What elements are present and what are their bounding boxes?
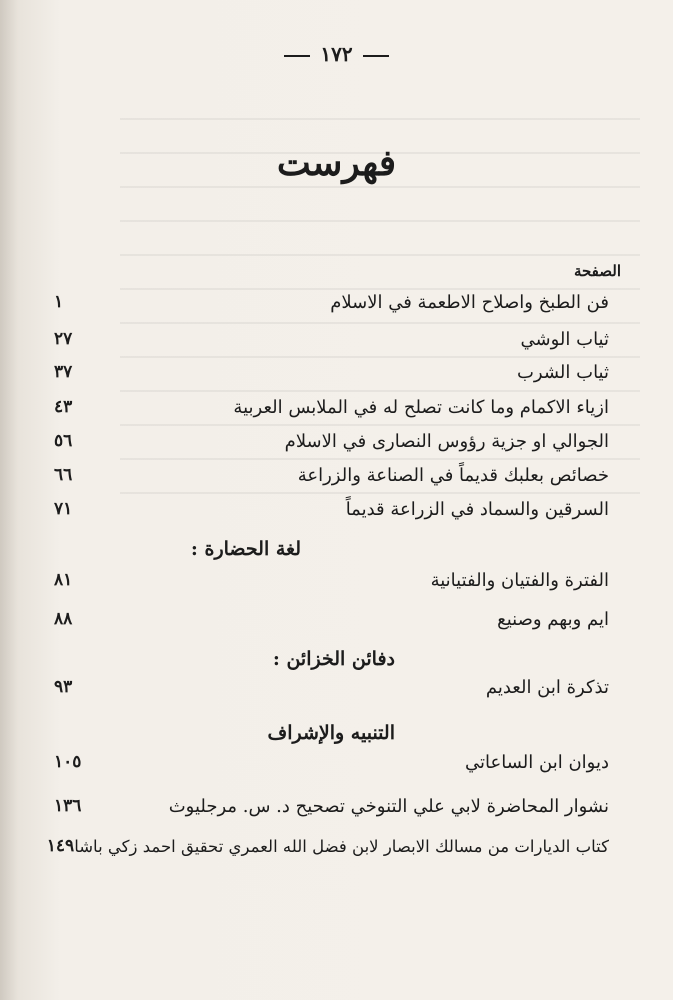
dash-left <box>284 55 310 57</box>
toc-entry <box>54 426 609 456</box>
entry-label: ايم وبهم وصنيع <box>497 608 609 630</box>
toc-entry <box>54 791 609 821</box>
section-heading: التنبيه والإشراف <box>267 722 395 744</box>
toc-entry <box>54 672 609 702</box>
entry-page: ٣٧ <box>54 362 73 382</box>
column-header-page: الصفحة <box>573 262 621 280</box>
entry-page: ١ <box>54 292 64 312</box>
toc-entry <box>54 565 609 595</box>
toc-entry <box>46 831 609 861</box>
entry-label: ثياب الوشي <box>520 328 609 350</box>
entry-page: ٦٦ <box>54 465 73 485</box>
entry-page: ٧١ <box>54 499 73 519</box>
page-number-text: ١٧٢ <box>320 42 353 66</box>
entry-label: ديوان ابن الساعاتي <box>465 751 609 773</box>
section-heading: دفائن الخزائن : <box>272 648 395 670</box>
page-title: فهرست <box>276 142 397 184</box>
entry-label: خصائص بعلبك قديماً في الصناعة والزراعة <box>297 464 609 486</box>
dash-right <box>363 55 389 57</box>
toc-entry <box>54 392 609 422</box>
entry-label: كتاب الديارات من مسالك الابصار لابن فضل الله العمري تحقيق احمد زكي باشا <box>74 836 609 856</box>
toc-entry <box>54 747 609 777</box>
entry-page: ٨١ <box>54 570 73 590</box>
toc-entry <box>54 287 609 317</box>
toc-entry <box>54 460 609 490</box>
section-heading: لغة الحضارة : <box>190 538 301 560</box>
toc-entry <box>54 324 609 354</box>
entry-label: السرقين والسماد في الزراعة قديماً <box>345 498 609 520</box>
entry-page: ٨٨ <box>54 609 73 629</box>
entry-page: ٥٦ <box>54 431 73 451</box>
entry-label: ازياء الاكمام وما كانت تصلح له في الملابس العربية <box>233 396 609 418</box>
entry-label: ثياب الشرب <box>516 361 609 383</box>
page-number <box>0 42 673 66</box>
entry-page: ٢٧ <box>54 329 73 349</box>
toc-entry <box>54 604 609 634</box>
entry-label: الجوالي او جزية رؤوس النصارى في الاسلام <box>284 430 609 452</box>
entry-page: ٤٣ <box>54 397 73 417</box>
toc-entry <box>54 494 609 524</box>
toc-entry <box>54 357 609 387</box>
entry-page: ٩٣ <box>54 677 73 697</box>
entry-label: نشوار المحاضرة لابي علي التنوخي تصحيح د. س. مرجليوث <box>168 795 609 817</box>
entry-label: فن الطبخ واصلاح الاطعمة في الاسلام <box>330 291 609 313</box>
entry-page: ١٤٩ <box>46 836 75 856</box>
entry-label: الفترة والفتيان والفتيانية <box>430 569 609 591</box>
entry-page: ١٠٥ <box>54 752 82 772</box>
entry-label: تذكرة ابن العديم <box>485 676 609 698</box>
entry-page: ١٣٦ <box>54 796 82 816</box>
